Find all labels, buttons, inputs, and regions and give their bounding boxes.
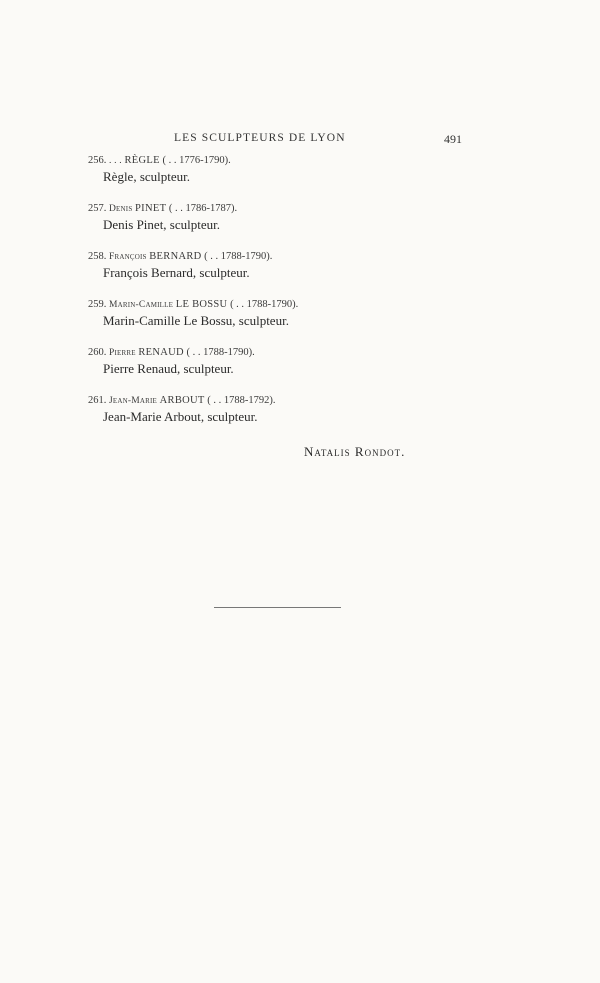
entry-heading (88, 202, 508, 216)
entry-dates: ( . . 1776-1790). (162, 155, 231, 166)
entry-description: Pierre Renaud, sculpteur. (103, 361, 234, 376)
entry-description: Règle, sculpteur. (103, 169, 191, 184)
entry-given-name: Jean-Marie (109, 396, 158, 406)
entry-surname: RÈGLE (124, 155, 160, 166)
entry-description: Jean-Marie Arbout, sculpteur. (103, 409, 258, 424)
entry-list (88, 154, 508, 442)
entry-dates: ( . . 1788-1790). (186, 347, 255, 358)
entry-number: 260. (88, 347, 107, 358)
entry-number: 259. (88, 299, 107, 310)
list-item (88, 394, 508, 426)
list-item (88, 346, 508, 378)
list-item (88, 250, 508, 282)
entry-dates: ( . . 1788-1790). (204, 251, 273, 262)
entry-heading (88, 298, 508, 312)
running-head (0, 132, 600, 148)
page-number: 491 (444, 132, 462, 146)
entry-number: 261. (88, 395, 107, 406)
entry-heading (88, 154, 508, 168)
entry-surname: ARBOUT (159, 395, 205, 406)
entry-description: François Bernard, sculpteur. (103, 265, 250, 280)
entry-surname: PINET (135, 203, 167, 214)
entry-heading (88, 394, 508, 408)
entry-surname: BERNARD (149, 251, 202, 262)
entry-dates: ( . . 1786-1787). (168, 203, 238, 214)
entry-dates: ( . . 1788-1792). (207, 395, 276, 406)
entry-description: Denis Pinet, sculpteur. (103, 217, 220, 232)
entry-given-name: Pierre (109, 348, 136, 358)
entry-given-name: . . . (109, 156, 122, 166)
entry-given-name: François (109, 252, 147, 262)
entry-heading (88, 346, 508, 360)
entry-given-name: Marin-Camille (109, 300, 174, 310)
entry-dates: ( . . 1788-1790). (230, 299, 299, 310)
list-item (88, 154, 508, 186)
entry-heading (88, 250, 508, 264)
entry-description: Marin-Camille Le Bossu, sculpteur. (103, 313, 289, 328)
entry-given-name: Denis (109, 204, 133, 214)
list-item (88, 202, 508, 234)
list-item (88, 298, 508, 330)
entry-number: 258. (88, 251, 107, 262)
end-rule-divider (214, 607, 341, 608)
author-signature: Natalis Rondot. (304, 444, 406, 459)
running-title: LES SCULPTEURS DE LYON (174, 132, 346, 144)
entry-number: 257. (88, 203, 107, 214)
entry-surname: RENAUD (138, 347, 184, 358)
entry-surname: LE BOSSU (175, 299, 228, 310)
entry-number: 256. (88, 155, 107, 166)
